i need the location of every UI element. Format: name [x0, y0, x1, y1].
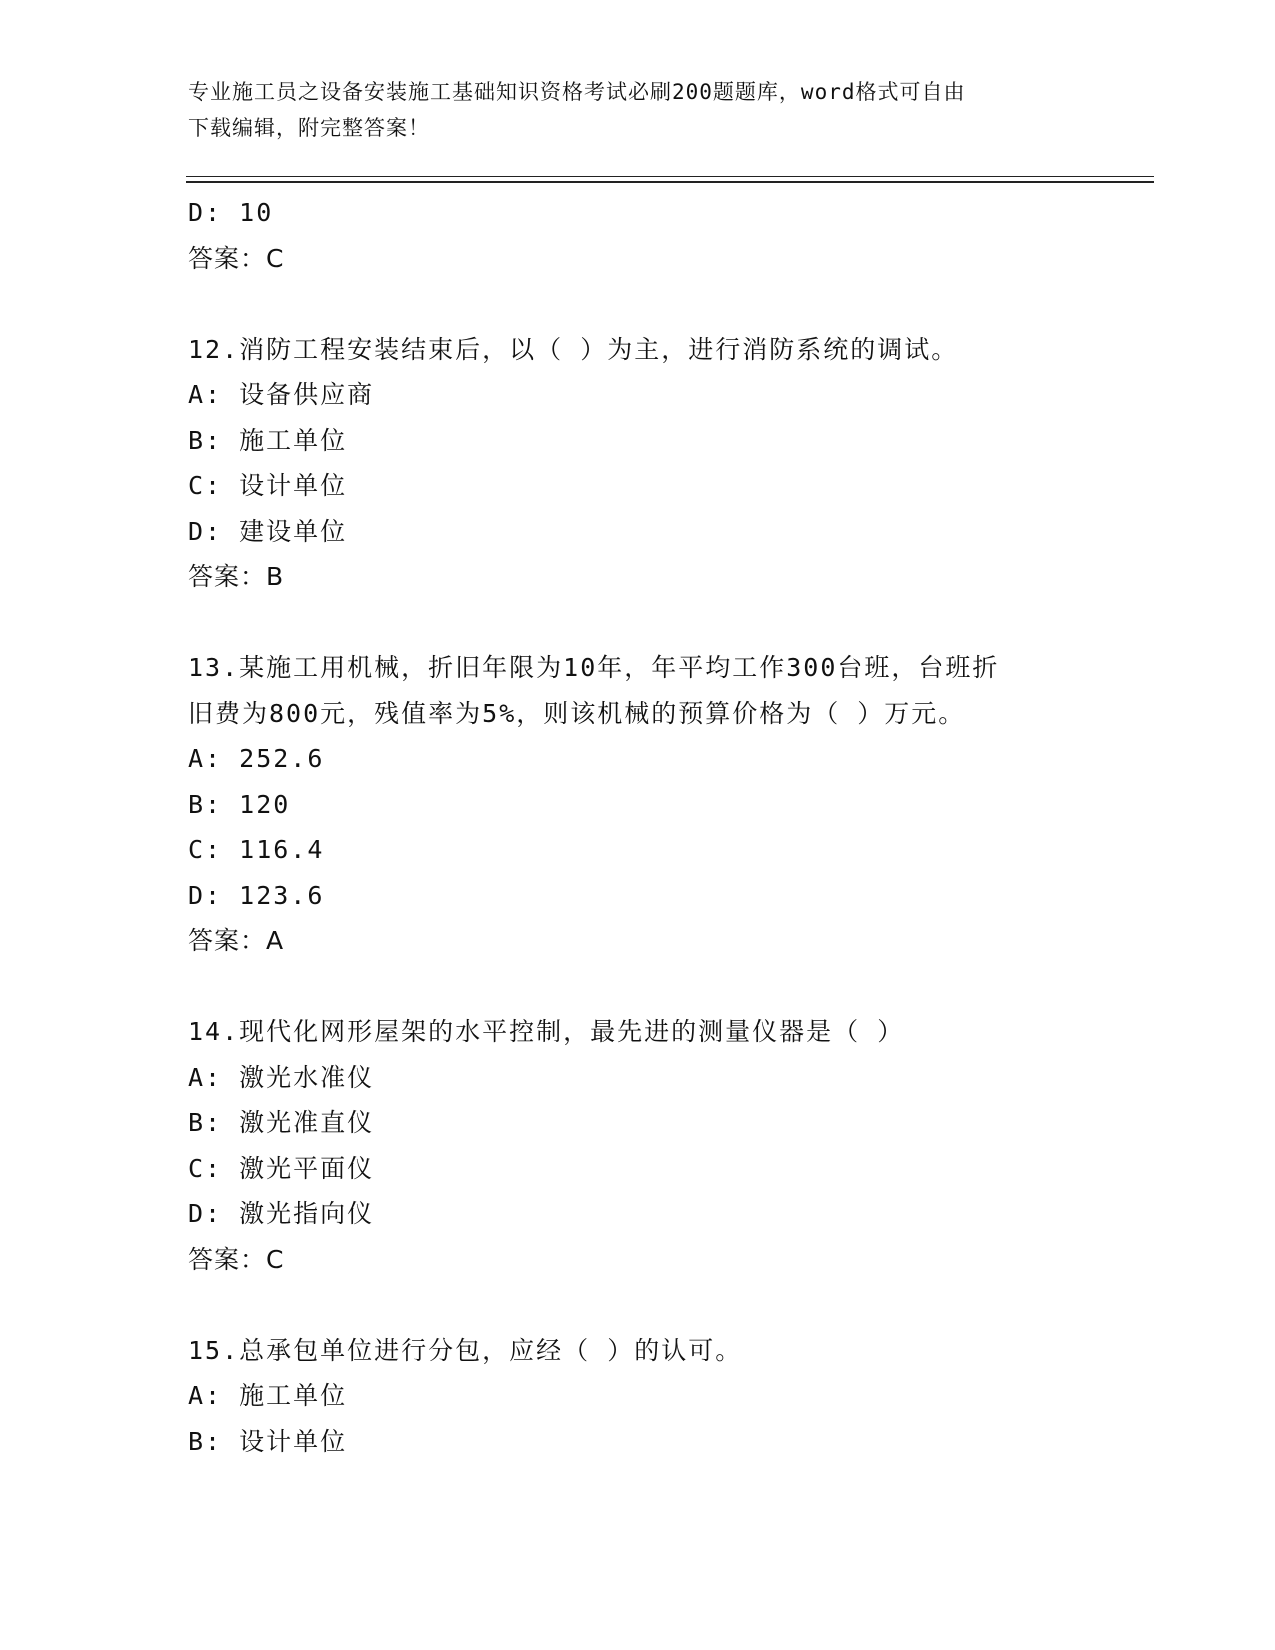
option-a: A: 激光水准仪 [188, 1062, 375, 1092]
question-spacer [188, 964, 1088, 1010]
question-text: 14.现代化网形屋架的水平控制，最先进的测量仪器是（ ） [188, 1017, 905, 1046]
question-spacer [188, 1282, 1088, 1328]
option-b: B: 设计单位 [188, 1426, 348, 1456]
question-text-continued: 旧费为800元，残值率为5%，则该机械的预算价格为（ ）万元。 [188, 698, 966, 728]
option-a: A: 设备供应商 [188, 380, 375, 409]
option-c: C: 116.4 [188, 835, 325, 864]
header-divider-thin [186, 176, 1154, 177]
option-c: C: 激光平面仪 [188, 1153, 375, 1183]
header-divider-thick [186, 181, 1154, 183]
question-12 [188, 327, 1088, 600]
document-header [188, 74, 1088, 146]
option-b: B: 施工单位 [188, 425, 348, 455]
question-spacer [188, 281, 1088, 327]
option-b: B: 120 [188, 789, 291, 819]
answer-line: 答案：B [188, 562, 285, 591]
option-d: D: 建设单位 [188, 516, 348, 546]
question-13 [188, 645, 1088, 964]
question-text: 12.消防工程安装结束后，以（ ）为主，进行消防系统的调试。 [188, 334, 959, 364]
answer-line: 答案：C [188, 1244, 285, 1274]
header-title-line-1: 专业施工员之设备安装施工基础知识资格考试必刷200题题库，word格式可自由 [188, 80, 966, 104]
option-c: C: 设计单位 [188, 471, 348, 500]
answer-line: 答案：C [188, 243, 285, 273]
question-15 [188, 1328, 1088, 1465]
question-14 [188, 1009, 1088, 1282]
question-text: 13.某施工用机械，折旧年限为10年，年平均工作300台班，台班折 [188, 653, 1000, 682]
question-text: 15.总承包单位进行分包，应经（ ）的认可。 [188, 1335, 743, 1365]
question-spacer [188, 600, 1088, 646]
question-list [188, 190, 1088, 1464]
header-title-line-2: 下载编辑，附完整答案！ [188, 116, 430, 140]
option-a: A: 252.6 [188, 744, 325, 773]
option-d: D: 激光指向仪 [188, 1199, 375, 1228]
option-b: B: 激光准直仪 [188, 1108, 375, 1137]
option-d: D: 123.6 [188, 880, 325, 910]
option-d: D: 10 [188, 198, 274, 227]
answer-line: 答案：A [188, 926, 285, 955]
option-a: A: 施工单位 [188, 1381, 348, 1410]
